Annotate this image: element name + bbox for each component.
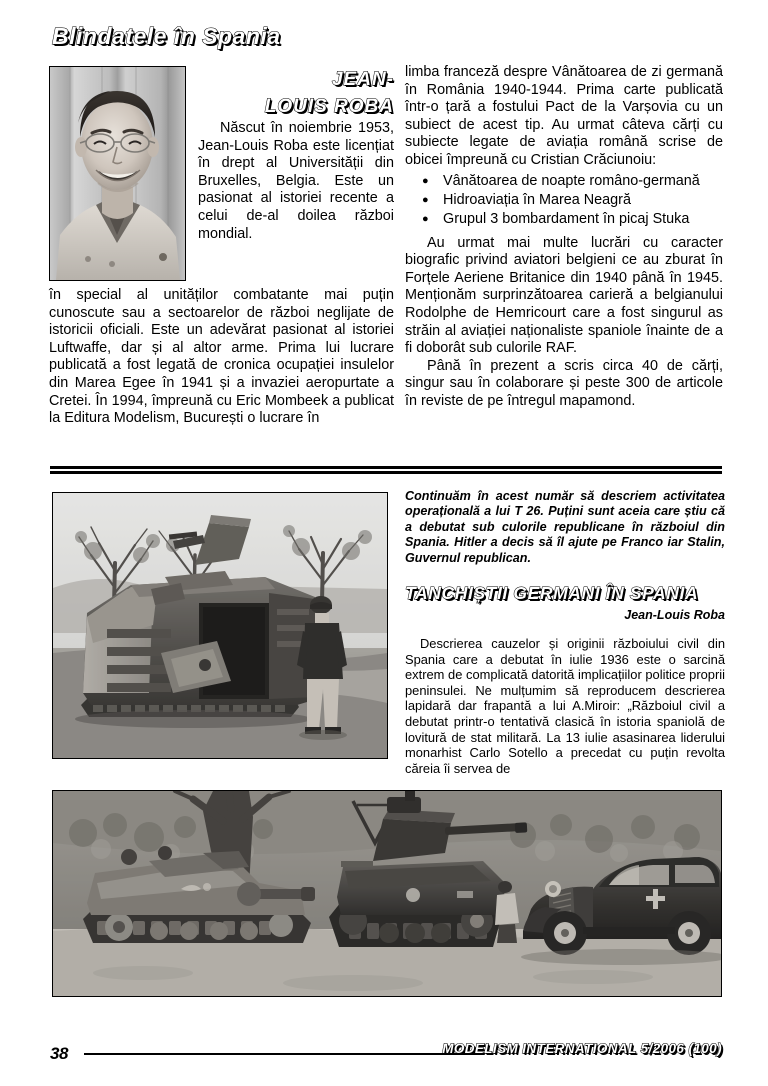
list-item: ● Hidroaviația în Marea Neagră xyxy=(443,191,723,210)
tank-photo-image xyxy=(53,493,387,758)
list-item: ● Grupul 3 bombardament în picaj Stuka xyxy=(443,210,723,229)
article-paragraph-1: Descrierea cauzelor și originii războiului civil din Spania care a debutat în iulie 1936 este o sarcină extrem de complicată datorită implicațiilor politice proprii peninsulei. Ne mulțumim să reproducem descrierea lapidară dar frapantă a lui A.Miroir: „Războiul civil a debutat printr-o tentativă clasică în istoria spaniolă de lovitură de stat militară. La 13 iulie asasinarea liderului monarhist Carlo Sotello a precedat cu puțin revolta căreia îi servea de xyxy=(405,636,725,776)
article-body xyxy=(405,636,725,776)
masthead-text: Blindatele în Spania xyxy=(52,23,281,49)
bottom-photo xyxy=(52,790,722,997)
tank-photo xyxy=(52,492,388,759)
bio-paragraph-5: Până în prezent a scris circa 40 de cărți, singur sau în colaborare și peste 300 de articole în reviste de pe întregul mapamond. xyxy=(405,357,723,409)
lead-paragraph: Continuăm în acest număr să descriem activitatea operațională a lui T 26. Puțini sunt aceia care știu că a debutat sub culorile republicane în războiul din Spania. Hitler a decis să îl ajute pe Franco iar Stalin, Guvernul republican. xyxy=(405,489,725,565)
page-footer xyxy=(50,1040,722,1066)
author-heading-line1: JEAN- xyxy=(331,69,394,90)
book-list xyxy=(405,172,723,229)
footer-publication xyxy=(442,1040,722,1058)
bio-column-right xyxy=(405,64,723,411)
list-item: ● Vânătoarea de noapte româno-germană xyxy=(443,172,723,191)
bio-paragraph-2: în special al unităților combatante mai puțin cunoscute sau a sectoarelor de război neglijate de istoricii oficiali. Este un adevărat pasionat al istoriei Luftwaffe, dar și al altor arme. Prima lui lucrare publicată a fost legată de cronica ocupației insulelor din Marea Egee în 1941 și a invaziei aeropurtate a Cretei. În 1994, împreună cu Eric Mombeek a publicat la Editura Modelism, București o lucrare în xyxy=(49,287,394,427)
bottom-photo-image xyxy=(53,791,721,996)
footer-publication-text: MODELISM INTERNATIONAL 5/2006 (100) xyxy=(442,1041,722,1056)
section-heading-text: TANCHIȘTII GERMANI ÎN SPANIA xyxy=(405,583,699,604)
author-heading-line2: LOUIS ROBA xyxy=(264,96,394,117)
portrait-image xyxy=(50,67,185,280)
folio-page-number: 38 xyxy=(50,1044,68,1063)
bio-paragraph-3: limba franceză despre Vânătoarea de zi germană în România 1940-1944. Prima carte publicată într-o țară a fostului Pact de la Varșovia cu un subiect de acest tip. Au urmat câteva cărți cu subiecte legate de aviația română scrise de obicei împreună cu Cristian Crăciunoiu: xyxy=(405,64,723,168)
footer-rule xyxy=(84,1053,484,1055)
bio-paragraph-4: Au urmat mai multe lucrări cu caracter biografic privind aviatori belgieni ce au zburat în Forțele Aeriene Britanice din 1940 până în 1945. Menționăm surprinzătoarea carieră a belgianului Rodolphe de Hemricourt care a fost singurul as străin al aviației naționaliste spaniole înainte de a fi doborât sub culorile RAF. xyxy=(405,234,723,357)
bio-paragraph-1: Născut în noiembrie 1953, Jean-Louis Roba este licențiat în drept al Universității din Bruxelles, Belgia. Este un pasionat al istoriei recente a celui de-al doilea război mondial. xyxy=(198,120,394,242)
article-column xyxy=(405,489,725,776)
portrait-photo xyxy=(49,66,186,281)
section-divider xyxy=(50,466,722,474)
bio-column-left xyxy=(49,64,394,428)
article-byline: Jean-Louis Roba xyxy=(624,608,725,623)
page-title xyxy=(52,22,472,52)
section-heading xyxy=(405,583,725,604)
